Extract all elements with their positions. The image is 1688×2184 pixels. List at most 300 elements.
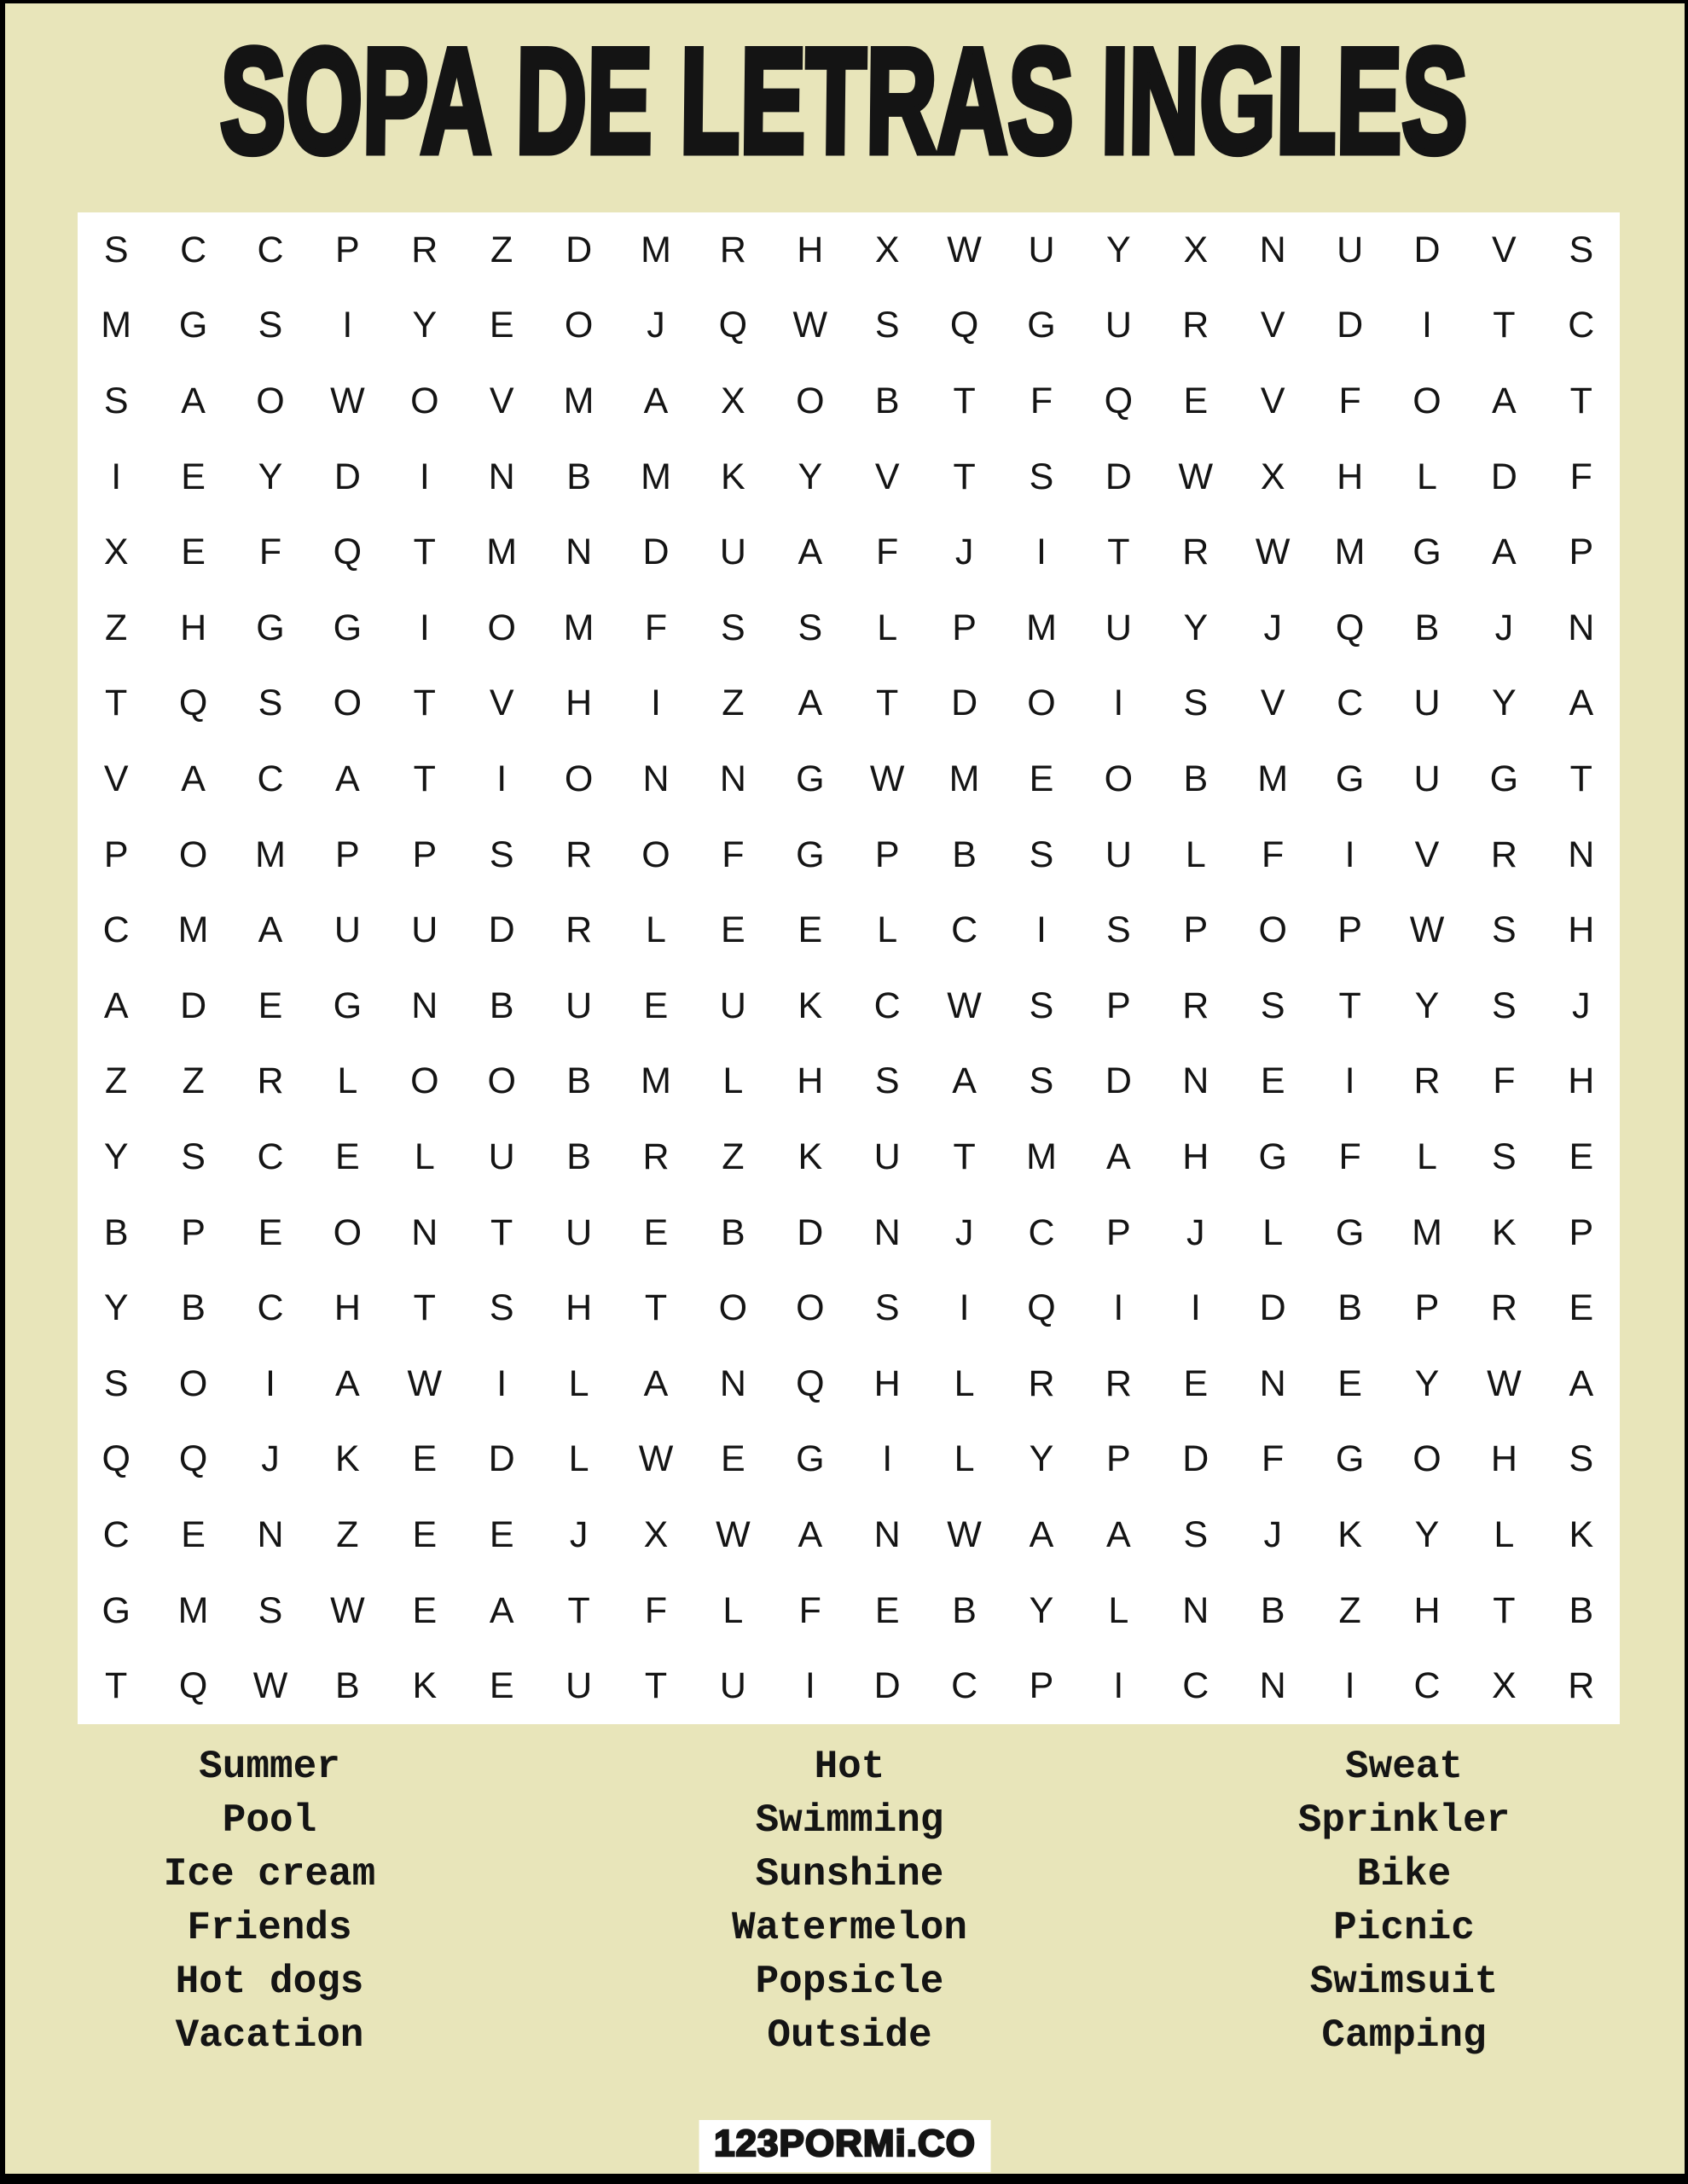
grid-cell: U <box>1028 229 1055 270</box>
grid-cell: S <box>1492 909 1517 951</box>
grid-cell: I <box>1190 1287 1201 1329</box>
grid-cell: A <box>489 1589 514 1631</box>
word-list-item: Outside <box>767 2013 932 2058</box>
grid-cell: F <box>1030 380 1053 421</box>
grid-cell: E <box>643 1211 669 1253</box>
grid-cell: T <box>1493 305 1516 346</box>
grid-cell: W <box>792 305 828 346</box>
grid-cell: A <box>258 909 283 951</box>
word-list-item: Hot dogs <box>175 1960 364 2004</box>
grid-cell: L <box>1108 1589 1129 1631</box>
grid-cell: Y <box>412 305 438 346</box>
grid-cell: C <box>1182 1665 1209 1707</box>
grid-cell: Z <box>105 607 128 648</box>
grid-cell: E <box>721 1438 745 1480</box>
grid-cell: E <box>1260 1060 1285 1102</box>
grid-cell: A <box>1569 682 1594 724</box>
grid-cell: F <box>258 531 282 573</box>
grid-cell: O <box>641 834 670 875</box>
grid-cell: I <box>419 456 430 497</box>
grid-cell: W <box>869 758 905 799</box>
grid-cell: Q <box>1104 380 1134 421</box>
word-list-item: Sweat <box>1344 1745 1464 1789</box>
grid-cell: O <box>410 380 439 421</box>
grid-cell: P <box>181 1211 206 1253</box>
grid-cell: C <box>180 229 207 270</box>
word-list-column-3 <box>1165 1740 1643 2063</box>
grid-cell: F <box>1569 456 1592 497</box>
grid-cell: A <box>798 682 823 724</box>
grid-cell: L <box>722 1060 744 1102</box>
grid-cell: O <box>1412 1438 1441 1480</box>
grid-cell: Y <box>1414 1362 1440 1404</box>
grid-cell: U <box>334 909 361 951</box>
grid-cell: S <box>1183 682 1209 724</box>
grid-cell: I <box>342 305 353 346</box>
grid-cell: U <box>488 1136 515 1177</box>
grid-cell: P <box>335 834 360 875</box>
grid-cell: A <box>181 758 206 799</box>
word-list-item: Bike <box>1356 1852 1452 1896</box>
grid-cell: E <box>335 1136 360 1177</box>
grid-cell: S <box>258 305 283 346</box>
grid-cell: A <box>952 1060 977 1102</box>
grid-cell: S <box>1183 1513 1209 1555</box>
grid-cell: B <box>566 1060 591 1102</box>
grid-cell: T <box>413 682 436 724</box>
grid-cell: Z <box>490 229 513 270</box>
grid-cell: O <box>178 1362 208 1404</box>
grid-cell: E <box>1569 1287 1594 1329</box>
grid-cell: U <box>566 1665 593 1707</box>
grid-cell: P <box>1029 1665 1054 1707</box>
grid-cell: J <box>1186 1211 1205 1253</box>
grid-cell: B <box>181 1287 206 1329</box>
grid-cell: W <box>252 1665 288 1707</box>
grid-cell: E <box>721 909 745 951</box>
grid-cell: A <box>1492 531 1517 573</box>
grid-cell: E <box>798 909 823 951</box>
grid-cell: K <box>1569 1513 1594 1555</box>
grid-cell: L <box>1417 1136 1437 1177</box>
grid-cell: R <box>1413 1060 1441 1102</box>
grid-cell: D <box>488 909 515 951</box>
grid-cell: U <box>719 985 746 1026</box>
grid-cell: K <box>412 1665 438 1707</box>
grid-cell: M <box>1026 607 1057 648</box>
grid-cell: V <box>1260 305 1285 346</box>
grid-cell: R <box>1105 1362 1132 1404</box>
grid-cell: N <box>1568 607 1595 648</box>
grid-cell: N <box>566 531 593 573</box>
grid-cell: A <box>1106 1136 1131 1177</box>
grid-cell: L <box>1185 834 1206 875</box>
grid-cell: B <box>1414 607 1440 648</box>
grid-cell: I <box>1344 1665 1355 1707</box>
grid-cell: R <box>1490 1287 1517 1329</box>
grid-cell: I <box>265 1362 276 1404</box>
grid-cell: W <box>638 1438 674 1480</box>
grid-cell: G <box>1335 1438 1365 1480</box>
grid-cell: G <box>333 985 363 1026</box>
grid-cell: X <box>103 531 129 573</box>
grid-cell: G <box>102 1589 131 1631</box>
grid-cell: E <box>181 1513 206 1555</box>
grid-cell: C <box>102 1513 130 1555</box>
grid-cell: R <box>1182 305 1209 346</box>
grid-cell: L <box>877 909 898 951</box>
grid-cell: H <box>1568 1060 1595 1102</box>
grid-cell: R <box>1490 834 1517 875</box>
grid-cell: R <box>566 834 593 875</box>
grid-cell: W <box>1409 909 1445 951</box>
grid-cell: L <box>877 607 898 648</box>
grid-cell: I <box>496 1362 508 1404</box>
grid-cell: H <box>334 1287 361 1329</box>
grid-cell: Z <box>182 1060 205 1102</box>
grid-cell: I <box>959 1287 970 1329</box>
grid-cell: K <box>1492 1211 1517 1253</box>
grid-cell: X <box>1492 1665 1517 1707</box>
grid-cell: C <box>1568 305 1595 346</box>
grid-cell: H <box>566 1287 593 1329</box>
word-list-item: Hot <box>814 1745 885 1789</box>
grid-cell: H <box>1337 456 1364 497</box>
grid-cell: P <box>874 834 900 875</box>
grid-cell: A <box>181 380 206 421</box>
grid-cell: M <box>563 607 595 648</box>
grid-cell: S <box>489 1287 514 1329</box>
grid-cell: O <box>1027 682 1056 724</box>
grid-cell: I <box>496 758 508 799</box>
grid-cell: P <box>1183 909 1209 951</box>
grid-cell: Q <box>102 1438 131 1480</box>
grid-cell: C <box>102 909 130 951</box>
grid-cell: F <box>876 531 899 573</box>
grid-cell: J <box>1263 607 1282 648</box>
grid-cell: E <box>489 1665 514 1707</box>
grid-cell: G <box>1027 305 1056 346</box>
grid-cell: E <box>258 985 283 1026</box>
grid-cell: D <box>180 985 207 1026</box>
grid-cell: S <box>1260 985 1285 1026</box>
grid-cell: S <box>874 1287 900 1329</box>
grid-cell: O <box>487 607 516 648</box>
grid-cell: E <box>874 1589 900 1631</box>
grid-cell: F <box>1262 834 1285 875</box>
grid-cell: G <box>1335 1211 1365 1253</box>
grid-cell: F <box>722 834 745 875</box>
grid-cell: Z <box>722 1136 745 1177</box>
grid-cell: B <box>952 834 977 875</box>
grid-cell: I <box>1344 1060 1355 1102</box>
grid-cell: H <box>873 1362 901 1404</box>
grid-cell: W <box>407 1362 443 1404</box>
grid-cell: N <box>411 985 438 1026</box>
grid-cell: M <box>101 305 132 346</box>
grid-cell: H <box>1182 1136 1209 1177</box>
grid-cell: O <box>564 758 594 799</box>
grid-cell: P <box>1106 1438 1131 1480</box>
grid-cell: J <box>954 1211 974 1253</box>
grid-cell: O <box>1104 758 1134 799</box>
grid-cell: S <box>1492 1136 1517 1177</box>
grid-cell: J <box>261 1438 280 1480</box>
grid-cell: V <box>874 456 900 497</box>
grid-cell: X <box>721 380 745 421</box>
grid-cell: Y <box>1414 985 1440 1026</box>
grid-cell: M <box>177 1589 209 1631</box>
grid-cell: N <box>1568 834 1595 875</box>
grid-cell: T <box>1107 531 1130 573</box>
grid-cell: O <box>333 682 363 724</box>
grid-cell: M <box>1257 758 1289 799</box>
grid-cell: I <box>804 1665 815 1707</box>
grid-cell: B <box>721 1211 745 1253</box>
grid-cell: C <box>257 1136 284 1177</box>
grid-cell: U <box>411 909 438 951</box>
grid-cell: U <box>1413 682 1441 724</box>
grid-cell: V <box>489 380 514 421</box>
grid-cell: A <box>335 1362 360 1404</box>
grid-cell: R <box>642 1136 670 1177</box>
grid-cell: K <box>798 985 823 1026</box>
grid-cell: S <box>258 1589 283 1631</box>
grid-cell: T <box>105 1665 128 1707</box>
grid-cell: W <box>330 1589 365 1631</box>
grid-cell: O <box>796 1287 825 1329</box>
grid-cell: E <box>181 456 206 497</box>
grid-cell: B <box>1569 1589 1594 1631</box>
footer-site-badge <box>699 2120 991 2172</box>
grid-cell: S <box>1106 909 1131 951</box>
grid-cell: N <box>1182 1060 1209 1102</box>
word-list-item: Watermelon <box>731 1906 968 1950</box>
grid-cell: G <box>333 607 363 648</box>
grid-cell: S <box>1029 985 1054 1026</box>
grid-cell: W <box>947 1513 982 1555</box>
grid-cell: E <box>412 1438 438 1480</box>
grid-cell: L <box>646 909 666 951</box>
grid-cell: I <box>1422 305 1432 346</box>
grid-cell: M <box>1334 531 1366 573</box>
grid-cell: U <box>566 985 593 1026</box>
grid-cell: W <box>1487 1362 1522 1404</box>
grid-cell: I <box>882 1438 893 1480</box>
grid-cell: C <box>1413 1665 1441 1707</box>
word-list-column-2 <box>611 1740 1088 2063</box>
grid-cell: T <box>413 1287 436 1329</box>
grid-cell: N <box>873 1211 901 1253</box>
grid-cell: U <box>1337 229 1364 270</box>
grid-cell: D <box>642 531 670 573</box>
grid-cell: D <box>334 456 361 497</box>
grid-cell: F <box>644 1589 668 1631</box>
grid-cell: W <box>1255 531 1291 573</box>
grid-cell: K <box>335 1438 360 1480</box>
grid-cell: A <box>643 1362 669 1404</box>
grid-cell: N <box>1259 1362 1286 1404</box>
grid-cell: N <box>642 758 670 799</box>
grid-cell: M <box>1412 1211 1442 1253</box>
grid-cell: H <box>1490 1438 1517 1480</box>
grid-cell: W <box>330 380 365 421</box>
grid-cell: Y <box>1029 1589 1054 1631</box>
grid-cell: H <box>1568 909 1595 951</box>
grid-cell: B <box>335 1665 360 1707</box>
grid-cell: Q <box>178 1665 208 1707</box>
grid-cell: N <box>1182 1589 1209 1631</box>
grid-cell: I <box>111 456 122 497</box>
grid-cell: B <box>489 985 514 1026</box>
grid-cell: E <box>258 1211 283 1253</box>
grid-cell: Q <box>333 531 363 573</box>
grid-cell: Y <box>1414 1513 1440 1555</box>
grid-cell: Y <box>798 456 823 497</box>
grid-cell: K <box>721 456 745 497</box>
grid-cell: T <box>644 1287 668 1329</box>
grid-cell: M <box>641 1060 671 1102</box>
grid-cell: Y <box>1492 682 1517 724</box>
grid-cell: M <box>641 229 671 270</box>
grid-cell: L <box>1262 1211 1284 1253</box>
grid-cell: K <box>1337 1513 1362 1555</box>
grid-cell: U <box>1105 305 1132 346</box>
grid-cell: P <box>1106 1211 1131 1253</box>
grid-cell: G <box>796 758 825 799</box>
grid-cell: L <box>568 1362 589 1404</box>
grid-cell: D <box>1182 1438 1209 1480</box>
grid-cell: C <box>257 758 284 799</box>
grid-cell: J <box>569 1513 589 1555</box>
grid-cell: S <box>1029 1060 1054 1102</box>
grid-cell: R <box>566 909 593 951</box>
grid-cell: H <box>1413 1589 1441 1631</box>
grid-cell: I <box>651 682 661 724</box>
grid-cell: T <box>953 1136 976 1177</box>
grid-cell: N <box>411 1211 438 1253</box>
grid-cell: G <box>1412 531 1441 573</box>
word-list-item: Pool <box>222 1798 317 1843</box>
grid-cell: L <box>954 1438 975 1480</box>
grid-cell: O <box>1258 909 1287 951</box>
grid-cell: D <box>797 1211 824 1253</box>
grid-cell: D <box>488 1438 515 1480</box>
grid-cell: A <box>1106 1513 1131 1555</box>
grid-cell: S <box>1492 985 1517 1026</box>
grid-cell: P <box>952 607 977 648</box>
grid-cell: M <box>948 758 980 799</box>
word-list-item: Ice cream <box>163 1852 376 1896</box>
grid-cell: M <box>563 380 595 421</box>
grid-cell: E <box>1337 1362 1362 1404</box>
grid-cell: X <box>643 1513 669 1555</box>
grid-cell: F <box>1493 1060 1516 1102</box>
grid-cell: G <box>256 607 285 648</box>
grid-cell: B <box>874 380 900 421</box>
grid-cell: O <box>796 380 825 421</box>
grid-cell: G <box>178 305 208 346</box>
grid-cell: P <box>335 229 360 270</box>
grid-cell: A <box>1569 1362 1594 1404</box>
grid-cell: F <box>644 607 668 648</box>
word-list-item: Picnic <box>1333 1906 1475 1950</box>
grid-cell: L <box>337 1060 358 1102</box>
grid-cell: S <box>181 1136 206 1177</box>
grid-cell: C <box>951 909 978 951</box>
grid-cell: N <box>257 1513 284 1555</box>
grid-cell: C <box>257 229 284 270</box>
grid-cell: A <box>798 531 823 573</box>
grid-cell: M <box>486 531 518 573</box>
letter-grid <box>78 212 1620 1724</box>
grid-cell: G <box>796 1438 825 1480</box>
grid-cell: S <box>1029 834 1054 875</box>
grid-cell: U <box>566 1211 593 1253</box>
grid-cell: R <box>1182 985 1209 1026</box>
grid-cell: E <box>1183 380 1209 421</box>
word-list-item: Summer <box>199 1745 340 1789</box>
grid-cell: J <box>954 531 974 573</box>
grid-cell: N <box>1259 1665 1286 1707</box>
grid-cell: I <box>1036 531 1047 573</box>
grid-cell: X <box>1183 229 1209 270</box>
grid-cell: A <box>335 758 360 799</box>
word-list-item: Friends <box>187 1906 352 1950</box>
grid-cell: E <box>412 1513 438 1555</box>
grid-cell: O <box>718 1287 748 1329</box>
grid-cell: O <box>333 1211 363 1253</box>
grid-cell: L <box>568 1438 589 1480</box>
grid-cell: T <box>876 682 899 724</box>
grid-cell: E <box>489 305 514 346</box>
grid-cell: S <box>103 229 129 270</box>
grid-cell: J <box>1263 1513 1282 1555</box>
grid-cell: U <box>719 531 746 573</box>
grid-cell: C <box>873 985 901 1026</box>
grid-cell: T <box>1338 985 1361 1026</box>
grid-cell: R <box>1182 531 1209 573</box>
grid-cell: O <box>178 834 208 875</box>
grid-cell: Z <box>1338 1589 1361 1631</box>
grid-cell: I <box>1036 909 1047 951</box>
grid-cell: B <box>952 1589 977 1631</box>
grid-cell: T <box>1493 1589 1516 1631</box>
grid-cell: V <box>1492 229 1517 270</box>
grid-cell: W <box>1178 456 1214 497</box>
grid-cell: V <box>1260 380 1285 421</box>
grid-cell: A <box>103 985 129 1026</box>
grid-cell: T <box>490 1211 513 1253</box>
grid-cell: D <box>1337 305 1364 346</box>
grid-cell: P <box>412 834 438 875</box>
grid-cell: D <box>1490 456 1517 497</box>
grid-cell: V <box>489 682 514 724</box>
grid-cell: G <box>1489 758 1519 799</box>
grid-cell: R <box>1028 1362 1055 1404</box>
grid-cell: P <box>1414 1287 1440 1329</box>
grid-cell: G <box>796 834 825 875</box>
grid-cell: D <box>566 229 593 270</box>
grid-cell: B <box>566 1136 591 1177</box>
grid-cell: A <box>643 380 669 421</box>
grid-cell: E <box>181 531 206 573</box>
grid-cell: E <box>1183 1362 1209 1404</box>
grid-cell: I <box>1113 682 1124 724</box>
grid-cell: D <box>873 1665 901 1707</box>
grid-cell: S <box>874 305 900 346</box>
grid-cell: O <box>564 305 594 346</box>
